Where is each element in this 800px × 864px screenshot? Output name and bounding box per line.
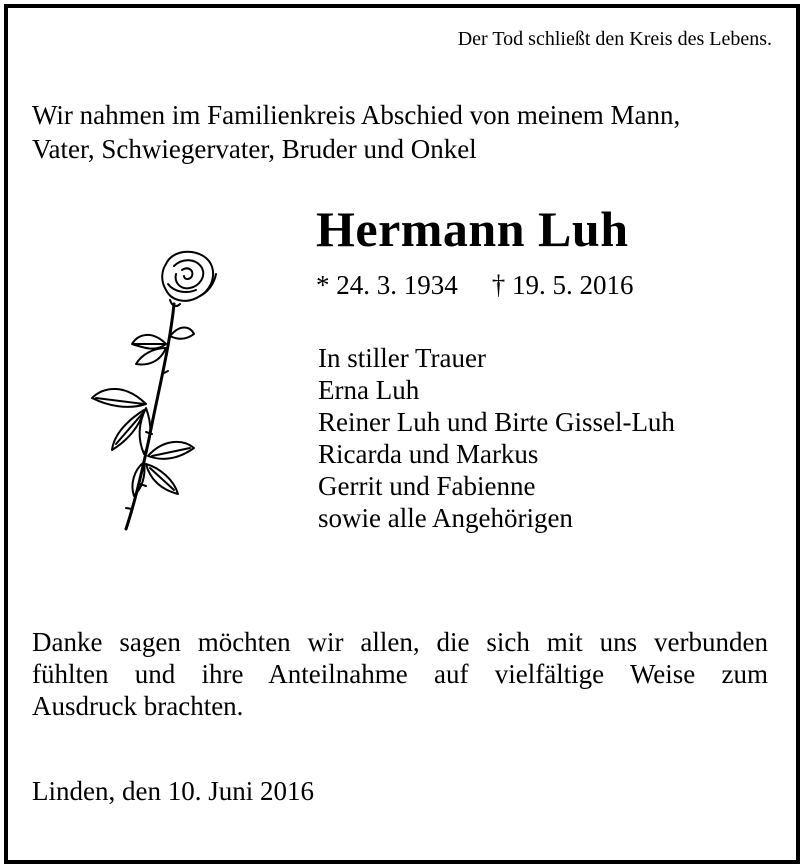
mourner-line: Erna Luh <box>318 375 420 405</box>
mourner-line: sowie alle Angehörigen <box>318 503 573 533</box>
mourners-list <box>318 342 675 534</box>
intro-line-1: Wir nahmen im Familienkreis Abschied von meinem Mann, <box>32 100 681 130</box>
life-dates <box>316 270 634 301</box>
thanks-line-1: Danke sagen möchten wir allen, die sich mit uns verbunden <box>32 627 768 657</box>
mourner-line: Gerrit und Fabienne <box>318 471 536 501</box>
thanks-line-3: Ausdruck brachten. <box>32 691 244 721</box>
mourner-line: Ricarda und Markus <box>318 439 539 469</box>
intro-paragraph <box>32 98 772 166</box>
motto-text: Der Tod schließt den Kreis des Lebens. <box>457 28 772 50</box>
place-and-date: Linden, den 10. Juni 2016 <box>32 776 314 806</box>
rose-illustration <box>82 244 232 534</box>
thanks-paragraph <box>32 626 768 722</box>
death-date: † 19. 5. 2016 <box>491 270 634 300</box>
intro-line-2: Vater, Schwiegervater, Bruder und Onkel <box>32 134 477 164</box>
thanks-line-2: fühlten und ihre Anteilnahme auf vielfältige Weise zum <box>32 659 768 689</box>
birth-date: * 24. 3. 1934 <box>316 270 458 300</box>
mourner-line: Reiner Luh und Birte Gissel-Luh <box>318 407 675 437</box>
deceased-name: Hermann Luh <box>316 201 629 257</box>
mourner-line: In stiller Trauer <box>318 343 486 373</box>
